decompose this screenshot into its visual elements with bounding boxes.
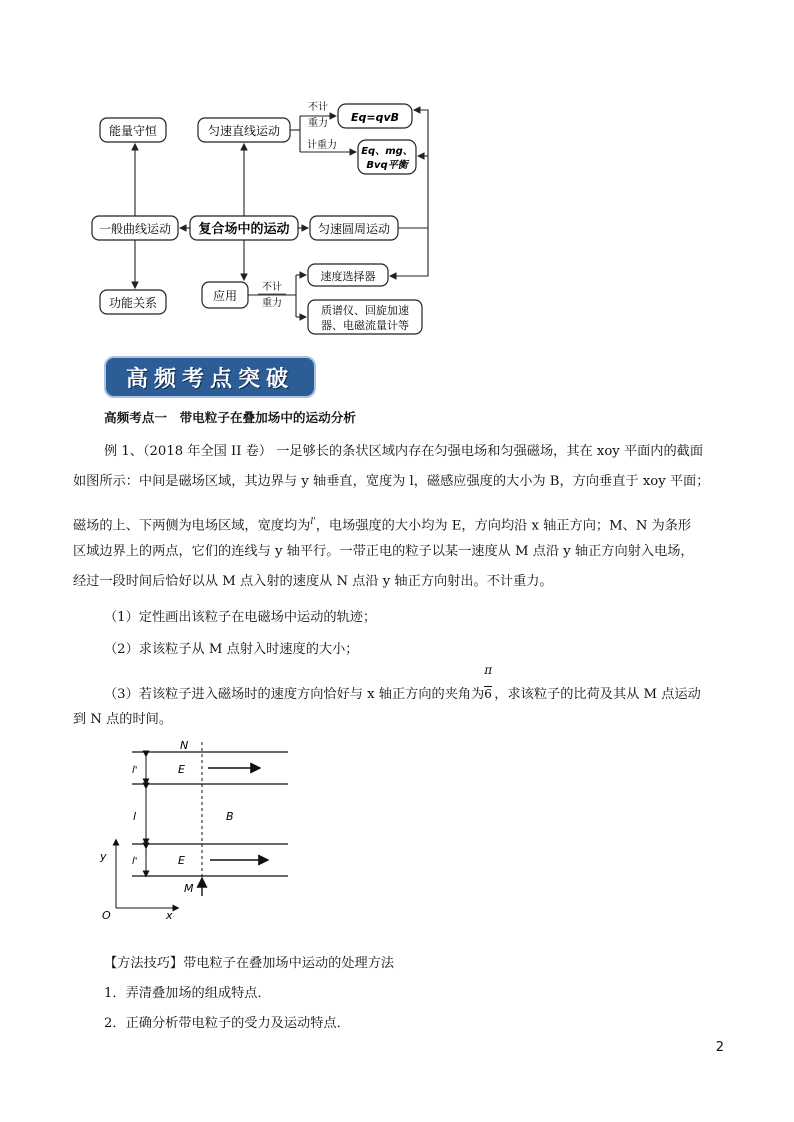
method-title: 【方法技巧】带电粒子在叠加场中运动的处理方法 xyxy=(104,956,395,971)
label-origin: O xyxy=(102,909,111,922)
section-title: 高频考点一 带电粒子在叠加场中的运动分析 xyxy=(104,410,356,425)
label-x-axis: x xyxy=(166,909,173,922)
page-number: 2 xyxy=(715,1040,724,1055)
no-gravity-label-2b: 重力 xyxy=(262,298,282,309)
compound-label: 复合场中的运动 xyxy=(198,222,290,237)
eq-mg-label-a: Eq、mg、 xyxy=(361,146,413,157)
question-3 xyxy=(104,663,701,709)
with-gravity-label: 计重力 xyxy=(307,140,337,151)
pi-over-6 xyxy=(484,663,494,709)
label-E-bottom: E xyxy=(178,854,185,867)
l-prime-symbol: l' xyxy=(310,517,316,527)
label-N: N xyxy=(180,739,189,752)
energy-label: 能量守恒 xyxy=(108,124,158,138)
example-line-2: 如图所示：中间是磁场区域，其边界与 y 轴垂直，宽度为 l，磁感应强度的大小为 B，方向垂直于 xoy 平面； xyxy=(73,474,710,489)
example-line-4: 区域边界上的两点，它们的连线与 y 轴平行。一带正电的粒子以某一速度从 M 点沿 y 轴正方向射入电场， xyxy=(73,544,694,559)
no-gravity-label-2a: 不计 xyxy=(262,282,282,293)
example-line-3a: 磁场的上、下两侧为电场区域，宽度均为 xyxy=(73,518,311,534)
section-banner xyxy=(104,356,316,398)
uniform-circular-label: 匀速圆周运动 xyxy=(317,222,391,236)
velocity-selector-label: 速度选择器 xyxy=(320,270,376,283)
example-line-1: 例 1、（2018 年全国 II 卷） 一足够长的条状区域内存在匀强电场和匀强磁场，其在 xoy 平面内的截面 xyxy=(104,444,704,459)
work-energy-label: 功能关系 xyxy=(108,296,158,310)
question-3-cont: 到 N 点的时间。 xyxy=(73,712,173,727)
instruments-label-b: 器、电磁流量计等 xyxy=(321,319,409,332)
field-diagram xyxy=(96,736,300,922)
question-3b: ，求该粒子的比荷及其从 M 点运动 xyxy=(494,687,701,702)
label-B: B xyxy=(226,810,234,823)
no-gravity-label-1b: 重力 xyxy=(308,118,328,129)
method-item-1: 1．弄清叠加场的组成特点． xyxy=(104,986,271,1001)
label-M: M xyxy=(184,882,194,895)
question-1: （1）定性画出该粒子在电磁场中运动的轨迹； xyxy=(104,610,377,625)
method-item-2: 2．正确分析带电粒子的受力及运动特点． xyxy=(104,1016,350,1031)
label-E-top: E xyxy=(178,763,185,776)
label-l: l xyxy=(133,810,137,823)
general-curve-label: 一般曲线运动 xyxy=(98,222,172,236)
application-label: 应用 xyxy=(212,289,238,303)
label-y-axis: y xyxy=(100,850,107,863)
example-line-3 xyxy=(73,508,691,540)
concept-flowchart xyxy=(80,96,440,342)
label-lprime-bottom: l' xyxy=(132,856,138,867)
instruments-label-a: 质谱仪、回旋加速 xyxy=(321,304,409,317)
eq-qvb-label: Eq=qvB xyxy=(350,111,400,124)
question-2: （2）求该粒子从 M 点射入时速度的大小； xyxy=(104,642,359,657)
banner-title: 高频考点突破 xyxy=(125,366,294,392)
uniform-linear-label: 匀速直线运动 xyxy=(207,124,281,138)
eq-mg-label-b: Bvq平衡 xyxy=(366,160,408,171)
example-line-3b: ，电场强度的大小均为 E，方向均沿 x 轴正方向；M、N 为条形 xyxy=(315,518,692,534)
question-3a: （3）若该粒子进入磁场时的速度方向恰好与 x 轴正方向的夹角为 xyxy=(104,687,485,702)
fraction-denominator: 6 xyxy=(484,687,492,701)
fraction-numerator: π xyxy=(484,663,493,677)
example-line-5: 经过一段时间后恰好以从 M 点入射的速度从 N 点沿 y 轴正方向射出。不计重力。 xyxy=(73,574,553,589)
label-lprime-top: l' xyxy=(132,765,138,776)
no-gravity-label-1a: 不计 xyxy=(308,102,328,113)
